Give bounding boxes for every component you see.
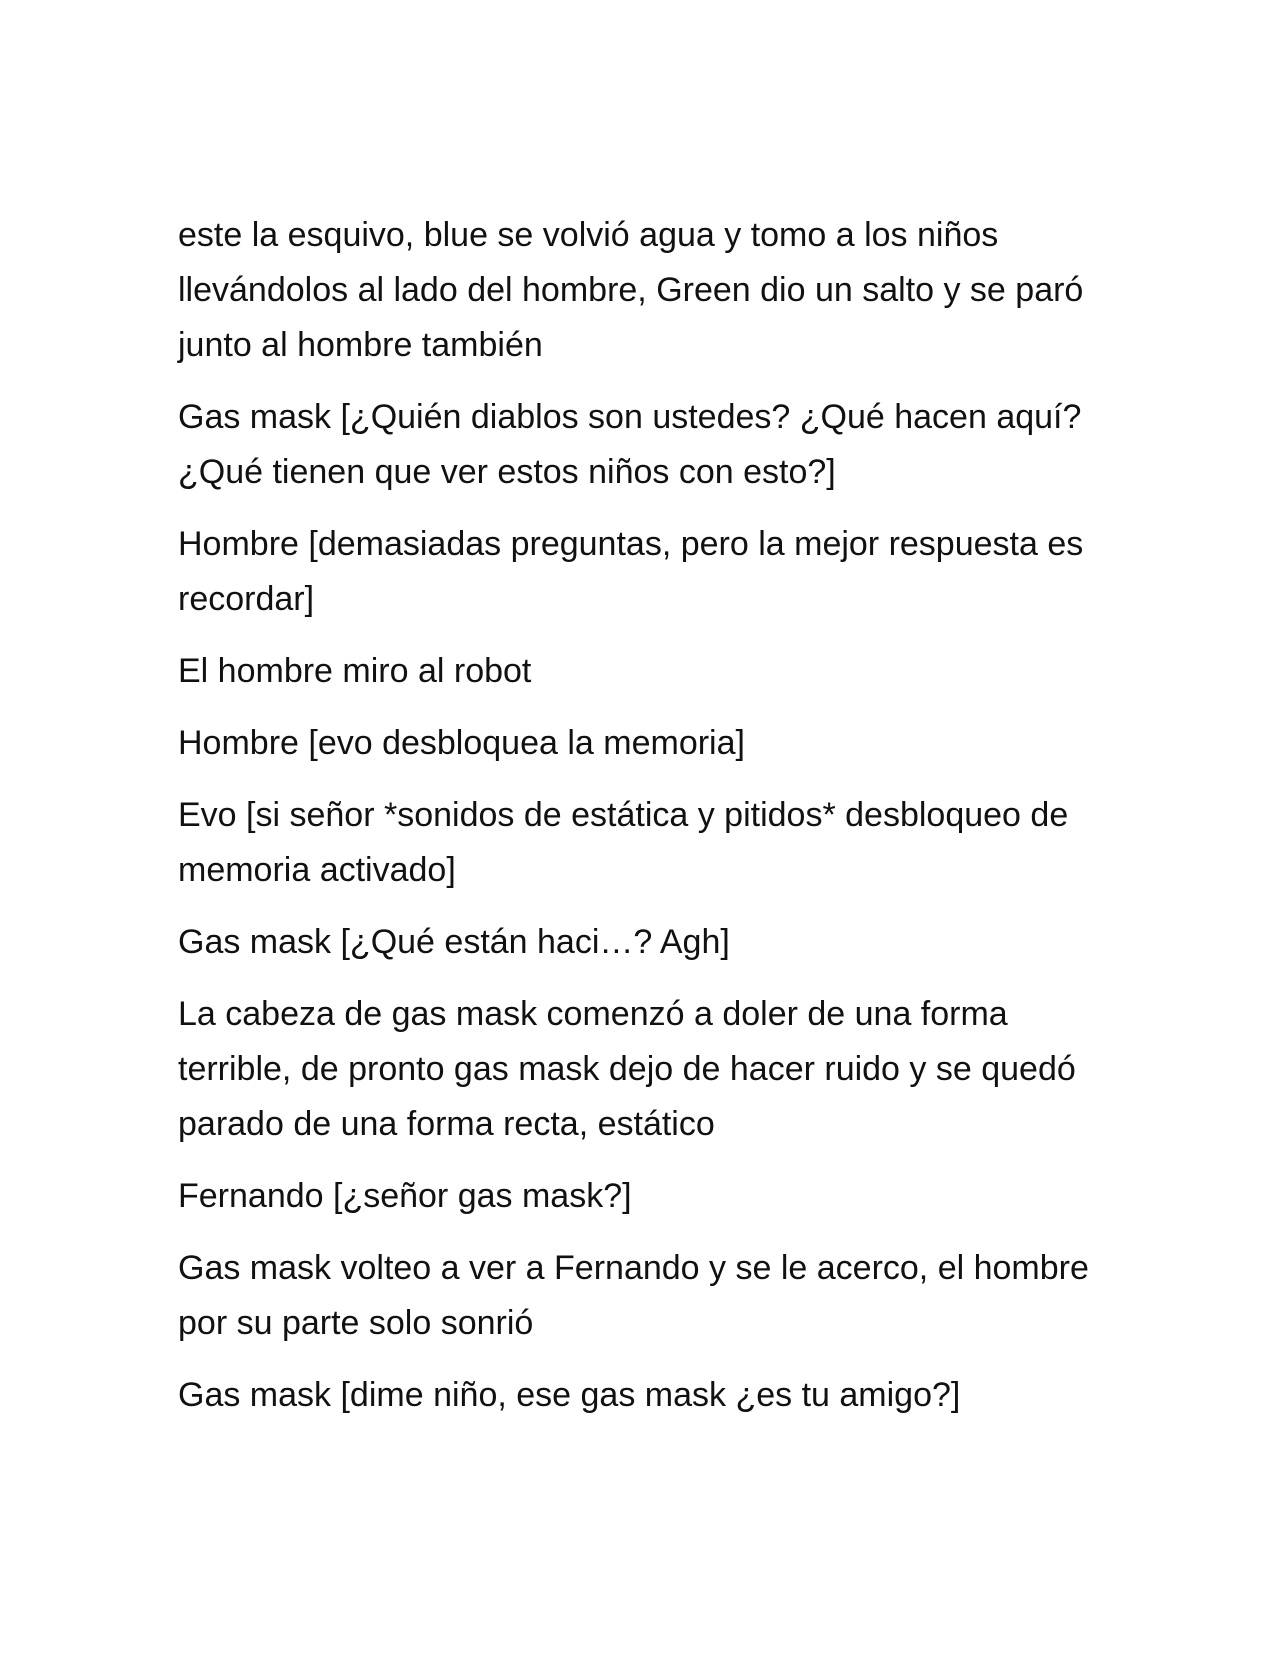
paragraph: La cabeza de gas mask comenzó a doler de una forma terrible, de pronto gas mask dejo de hacer ruido y se quedó parado de una forma recta, estático (178, 995, 1076, 1143)
paragraph: Gas mask [¿Quién diablos son ustedes? ¿Qué hacen aquí? ¿Qué tienen que ver estos niños con esto?] (178, 398, 1082, 491)
paragraph: Gas mask [dime niño, ese gas mask ¿es tu amigo?] (178, 1376, 961, 1414)
paragraph: El hombre miro al robot (178, 652, 532, 690)
document-body (178, 208, 1118, 1440)
paragraph: Gas mask [¿Qué están haci…? Agh] (178, 923, 730, 961)
paragraph: Gas mask volteo a ver a Fernando y se le acerco, el hombre por su parte solo sonrió (178, 1249, 1089, 1342)
paragraph: Hombre [demasiadas preguntas, pero la mejor respuesta es recordar] (178, 525, 1084, 618)
paragraph: Evo [si señor *sonidos de estática y pitidos* desbloqueo de memoria activado] (178, 796, 1069, 889)
paragraph: este la esquivo, blue se volvió agua y tomo a los niños llevándolos al lado del hombre, Green dio un salto y se paró junto al hombre también (178, 216, 1084, 364)
paragraph: Fernando [¿señor gas mask?] (178, 1177, 632, 1215)
paragraph: Hombre [evo desbloquea la memoria] (178, 724, 745, 762)
